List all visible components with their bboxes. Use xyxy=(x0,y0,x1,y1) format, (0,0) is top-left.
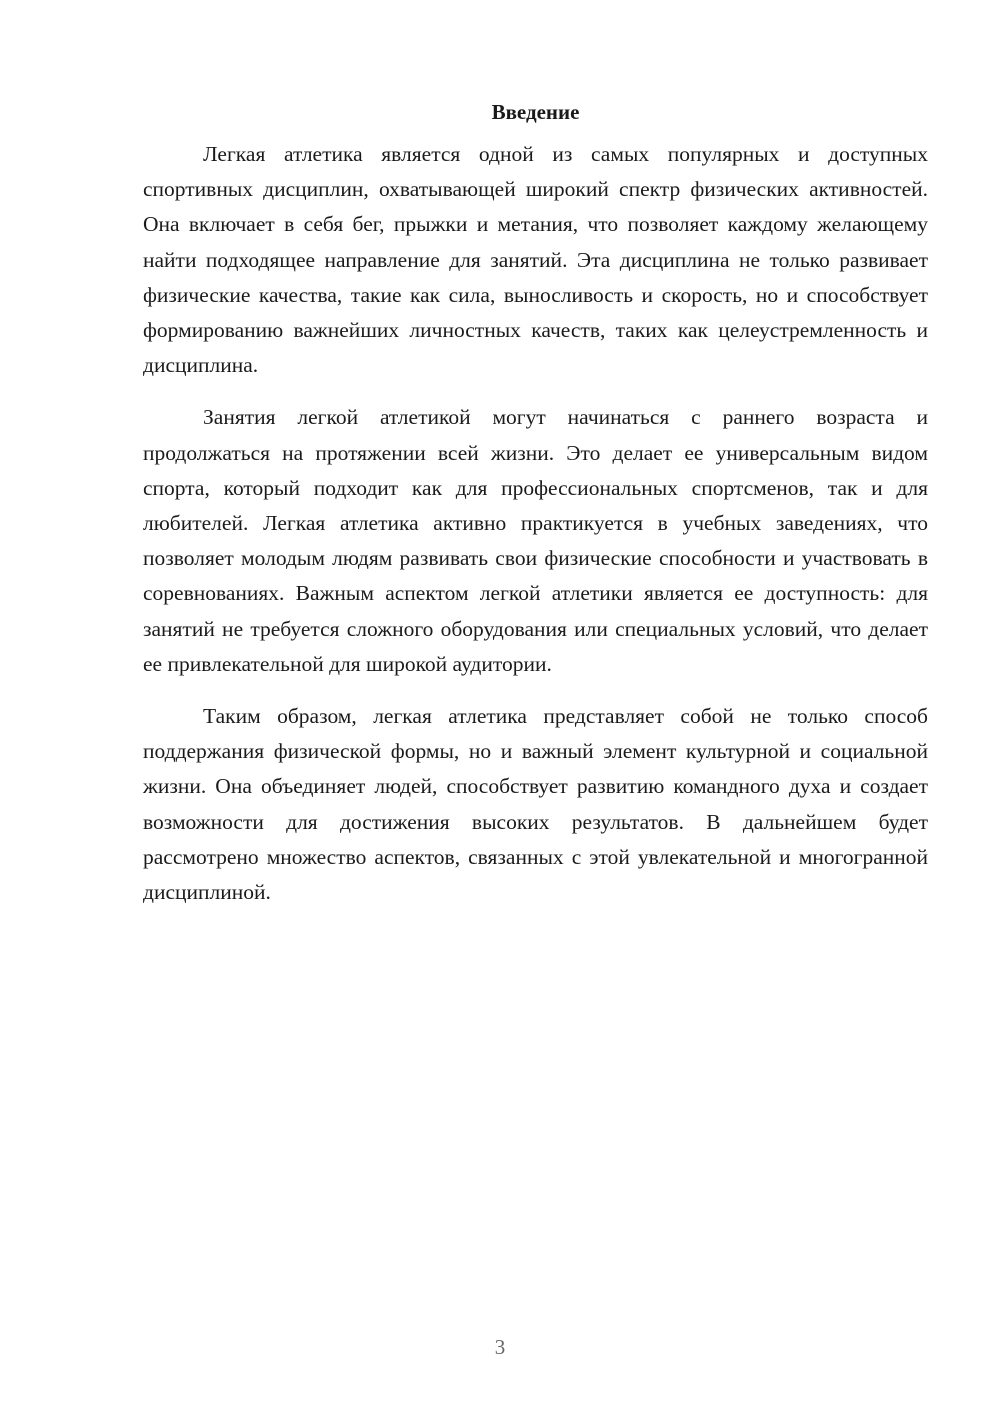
paragraph-3: Таким образом, легкая атлетика представляет собой не только способ поддержания физической формы, но и важный элемент культурной и социальной жизни. Она объединяет людей, способствует развитию командного духа и создает возможности для достижения высоких результатов. В дальнейшем будет рассмотрено множество аспектов, связанных с этой увлекательной и многогранной дисциплиной. xyxy=(143,704,928,905)
paragraph-2: Занятия легкой атлетикой могут начинаться с раннего возраста и продолжаться на протяжении всей жизни. Это делает ее универсальным видом спорта, который подходит как для профессиональных спортсменов, так и для любителей. Легкая атлетика активно практикуется в учебных заведениях, что позволяет молодым людям развивать свои физические способности и участвовать в соревнованиях. Важным аспектом легкой атлетики является ее доступность: для занятий не требуется сложного оборудования или специальных условий, что делает ее привлекательной для широкой аудитории. xyxy=(143,405,928,676)
page-number: 3 xyxy=(494,1335,506,1359)
page-content xyxy=(143,97,928,927)
section-title: Введение xyxy=(491,100,580,124)
paragraph-1: Легкая атлетика является одной из самых популярных и доступных спортивных дисциплин, охватывающей широкий спектр физических активностей. Она включает в себя бег, прыжки и метания, что позволяет каждому желающему найти подходящее направление для занятий. Эта дисциплина не только развивает физические качества, такие как сила, выносливость и скорость, но и способствует формированию важнейших личностных качеств, таких как целеустремленность и дисциплина. xyxy=(143,142,928,378)
